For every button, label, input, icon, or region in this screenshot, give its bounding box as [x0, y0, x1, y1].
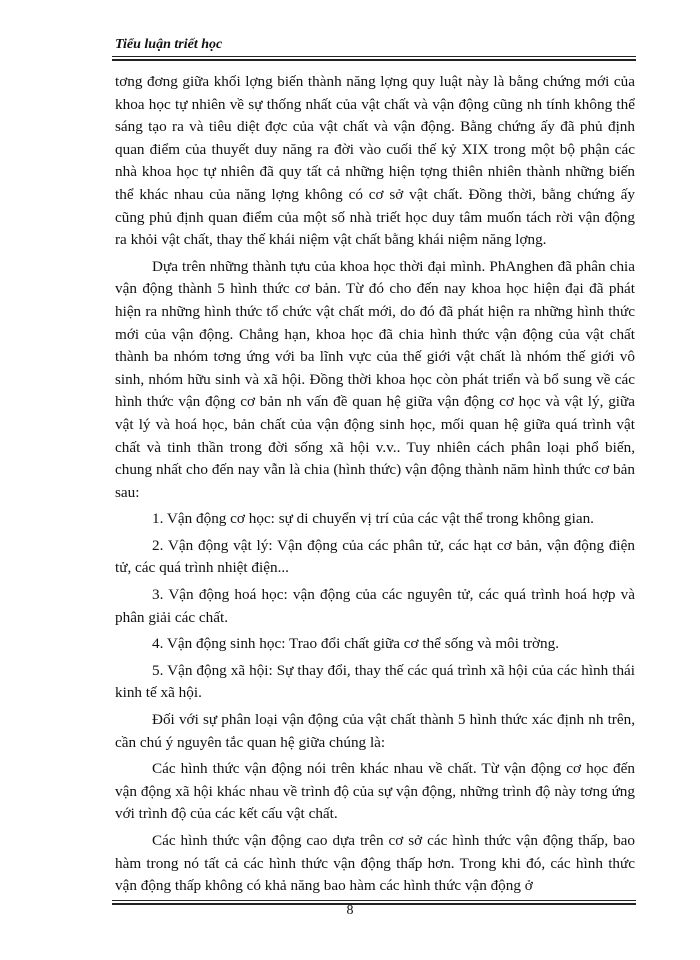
paragraph: Các hình thức vận động cao dựa trên cơ sở các hình thức vận động thấp, bao hàm trong nó tất cả các hình thức vận động thấp hơn. Trong khi đó, các hình thức vận động thấp không có khả năng bao hàm các hình thức vận động ở [115, 832, 635, 895]
header-rule [112, 56, 636, 57]
list-item-physical: 2. Vận động vật lý: Vận động của các phân tử, các hạt cơ bản, vận động điện tử, các quá trình nhiệt điện... [115, 536, 635, 577]
list-item-social: 5. Vận động xã hội: Sự thay đổi, thay thế các quá trình xã hội của các hình thái kinh tế xã hội. [115, 661, 635, 702]
paragraph: Các hình thức vận động nói trên khác nhau về chất. Từ vận động cơ học đến vận động xã hội khác nhau về trình độ của sự vận động, những trình độ này tơng ứng với trình độ của các kết cấu vật chất. [115, 760, 635, 823]
paragraph-continued: tơng đơng giữa khối lợng biến thành năng lợng quy luật này là bằng chứng mới của khoa học tự nhiên về sự thống nhất của vật chất và vận động cũng nh tính không thể sáng tạo ra và tiêu diệt đợc của vật chất và vận động. Bằng chứng ấy đã phủ định quan điểm của thuyết duy năng ra đời vào cuối thế kỷ XIX trong một bộ phận các nhà khoa học tự nhiên đã quy tất cả những hiện tợng thiên nhiên thành những biến thể khác nhau của năng lợng không có cơ sở vật chất. Đồng thời, bằng chứng ấy cũng phủ định quan điểm của một số nhà triết học duy tâm muốn tách rời vận động ra khỏi vật chất, thay thế khái niệm vật chất bằng khái niệm năng lợng. [115, 73, 635, 249]
list-item-mechanical: 1. Vận động cơ học: sự di chuyển vị trí của các vật thể trong không gian. [152, 510, 594, 528]
list-item-chemical: 3. Vận động hoá học: vận động của các nguyên tử, các quá trình hoá hợp và phân giải các chất. [115, 586, 635, 626]
page-number: 8 [346, 903, 354, 918]
footer-rule [112, 900, 636, 901]
header-title: Tiểu luận triết học [115, 37, 223, 52]
paragraph: Dựa trên những thành tựu của khoa học thời đại mình. PhAnghen đã phân chia vận động thành 5 hình thức cơ bản. Từ đó cho đến nay khoa học hiện đại đã phát hiện ra những hình thức tổ chức vật chất mới, do đó đã phát hiện ra những hình thức mới của vận động. Chẳng hạn, khoa học đã chia hình thức vận động của vật chất thành ba nhóm tơng ứng với ba lĩnh vực của thế giới vật chất là nhóm thế giới vô sinh, nhóm hữu sinh và xã hội. Đồng thời khoa học còn phát triển và bổ sung về các hình thức vận động cơ bản nh vấn đề quan hệ giữa vận động cơ học và vật lý, giữa vật lý và hoá học, bản chất của vận động sinh học, mối quan hệ giữa quá trình vật chất và tinh thần trong đời sống xã hội v.v.. Tuy nhiên cách phân loại phổ biến, chung nhất cho đến nay vẫn là chia (hình thức) vận động thành năm hình thức cơ bản sau: [115, 257, 635, 501]
header-rule-thick [112, 59, 636, 61]
list-item-biological: 4. Vận động sinh học: Trao đổi chất giữa cơ thể sống và môi trờng. [152, 635, 560, 653]
paragraph: Đối với sự phân loại vận động của vật chất thành 5 hình thức xác định nh trên, cần chú ý nguyên tắc quan hệ giữa chúng là: [115, 711, 635, 751]
body-text [115, 71, 635, 902]
